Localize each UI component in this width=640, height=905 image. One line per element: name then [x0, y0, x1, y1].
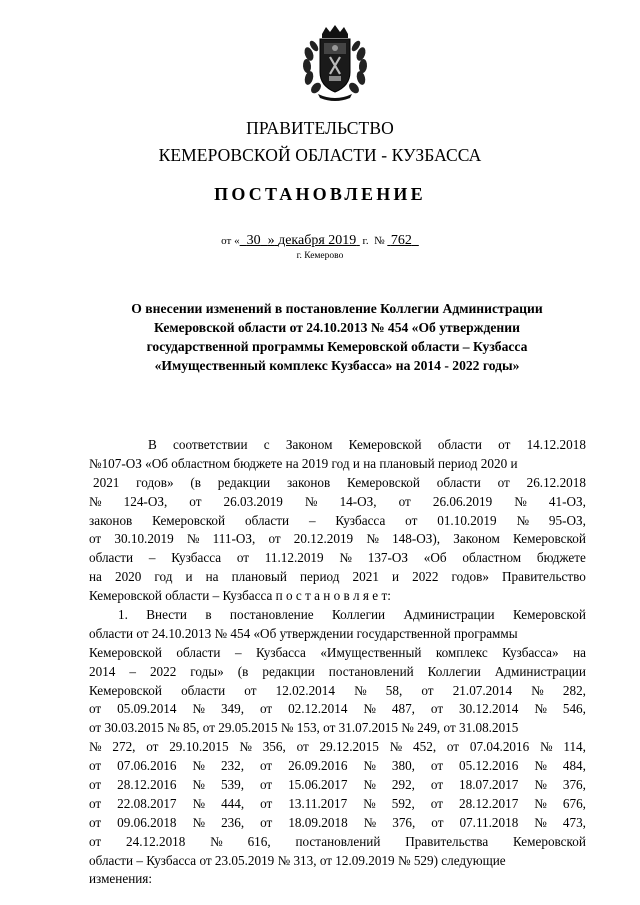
body-word: 539, — [220, 777, 245, 793]
title-line: государственной программы Кемеровской области – Кузбасса — [146, 339, 528, 354]
body-word: от — [89, 758, 102, 774]
body-word: № — [89, 493, 102, 509]
body-word: Администрации — [494, 663, 586, 679]
body-word: Кемеровской — [152, 512, 226, 528]
body-word: от — [89, 777, 102, 793]
body-word: области — [176, 644, 221, 660]
coat-of-arms-icon — [300, 24, 370, 102]
body-word: № — [354, 682, 367, 698]
body-word: от — [430, 758, 444, 774]
body-word: 1. — [118, 607, 128, 623]
body-word: 444, — [221, 795, 245, 811]
body-word: области — [89, 550, 134, 566]
body-word: 11.12.2019 — [264, 550, 324, 566]
government-name-line1: ПРАВИТЕЛЬСТВО — [246, 118, 394, 138]
body-word: области от 24.10.2013 № 454 «Об утверждении государственной программы — [89, 625, 518, 641]
body-word: 30.12.2014 — [459, 701, 519, 717]
body-word: от — [296, 739, 309, 755]
body-word: (в — [237, 663, 249, 679]
body-word: от — [244, 682, 257, 698]
body-word: от — [405, 512, 418, 528]
body-word: «Имущественный — [320, 644, 422, 660]
body-word: 380, — [391, 758, 415, 774]
body-word: Кемеровской — [348, 437, 422, 452]
body-line — [89, 700, 586, 719]
body-word: №107-ОЗ «Об областном бюджете на 2019 год и на плановый период 2020 и — [89, 455, 518, 471]
body-line — [89, 833, 586, 852]
body-word: от — [259, 777, 273, 793]
body-word: от — [89, 531, 102, 547]
body-word: 05.12.2016 — [459, 758, 519, 774]
body-word: № — [239, 739, 252, 755]
body-word: 24.12.2018 — [126, 833, 186, 849]
body-line — [89, 568, 586, 587]
body-word: № — [192, 795, 206, 811]
body-word: № — [192, 701, 205, 717]
body-word: законов — [89, 512, 133, 528]
body-word: период — [299, 569, 340, 585]
body-word: 2022 — [149, 663, 177, 679]
body-word: № — [534, 795, 547, 811]
body-word: № — [192, 758, 205, 774]
body-word: № — [539, 739, 553, 755]
body-word: № — [534, 758, 547, 774]
body-line — [89, 852, 586, 871]
date-day: 30 — [246, 233, 261, 248]
body-line — [89, 795, 586, 814]
body-word: 487, — [391, 701, 415, 717]
body-word: 41-ОЗ, — [548, 493, 586, 509]
body-word: от — [236, 550, 250, 566]
body-word: 282, — [562, 682, 586, 698]
body-word: 546, — [562, 701, 586, 717]
body-word: от 30.03.2015 № 85, от 29.05.2015 № 153, от 31.07.2015 № 249, от 31.08.2015 — [89, 720, 519, 736]
body-word: области – Кузбасса от 23.05.2019 № 313, от 12.09.2019 № 529) следующие — [89, 852, 506, 868]
title-line: Кемеровской области от 24.10.2013 № 454 «Об утверждении — [154, 320, 520, 335]
date-g: г. — [362, 235, 369, 247]
body-word: 29.12.2015 — [319, 739, 379, 755]
body-word: 18.07.2017 — [459, 777, 519, 793]
body-word: на — [573, 644, 586, 660]
body-word: комплекс — [435, 644, 488, 660]
body-word: № — [186, 531, 200, 547]
body-word: год — [154, 569, 173, 585]
body-line — [89, 814, 586, 833]
body-word: Кузбасса» — [502, 644, 559, 660]
body-word: № — [389, 739, 403, 755]
body-word: № — [363, 814, 377, 830]
body-word: 26.03.2019 — [223, 493, 283, 509]
body-word: 2021 — [352, 569, 379, 585]
body-word: № — [210, 833, 223, 849]
body-line — [89, 663, 586, 682]
body-word: № — [531, 682, 544, 698]
body-word: постановление — [229, 607, 314, 623]
body-line — [89, 436, 586, 455]
body-word: 124-ОЗ, — [123, 493, 168, 509]
body-word: № — [339, 550, 352, 566]
body-word: от — [260, 795, 273, 811]
body-word: от — [497, 474, 510, 490]
body-word: Кемеровской — [89, 682, 162, 698]
document-type-heading: ПОСТАНОВЛЕНИЕ — [214, 184, 426, 204]
body-word: и — [391, 569, 400, 585]
body-word: Кемеровской — [89, 644, 162, 660]
body-word: 20.12.2019 — [293, 531, 354, 547]
body-word: 376, — [392, 814, 416, 830]
body-word: Кузбасса — [335, 512, 386, 528]
body-word: № — [192, 814, 206, 830]
body-word: – — [148, 550, 156, 566]
document-city: г. Кемерово — [296, 251, 344, 261]
body-word: области — [436, 474, 481, 490]
body-word: Правительства — [405, 833, 489, 849]
body-word: № — [363, 758, 376, 774]
document-body — [89, 436, 586, 889]
date-month-year: декабря 2019 — [278, 233, 357, 248]
body-line — [89, 738, 586, 757]
body-word: 28.12.2016 — [117, 777, 177, 793]
government-name-line2: КЕМЕРОВСКОЙ ОБЛАСТИ - КУЗБАССА — [158, 145, 482, 165]
body-line — [89, 530, 586, 549]
body-word: 28.12.2017 — [458, 795, 519, 811]
body-word: 473, — [562, 814, 586, 830]
body-word: области — [244, 512, 290, 528]
body-line — [89, 719, 586, 738]
body-word: № — [304, 493, 318, 509]
body-word: 616, — [247, 833, 271, 849]
body-word: 21.07.2014 — [452, 682, 513, 698]
body-word: Правительство — [502, 569, 586, 585]
body-word: 18.09.2018 — [288, 814, 348, 830]
body-line — [89, 512, 586, 531]
body-word: № — [363, 777, 376, 793]
body-word: 07.04.2016 — [469, 739, 530, 755]
body-word: соответствии — [173, 437, 248, 452]
body-word: 137-ОЗ — [367, 550, 409, 566]
body-word: 26.09.2016 — [288, 758, 348, 774]
body-word: области — [181, 682, 226, 698]
body-word: 452, — [413, 739, 437, 755]
body-word: от — [498, 437, 511, 452]
body-line — [89, 625, 586, 644]
body-word: областном — [462, 550, 522, 566]
body-word: 148-ОЗ), — [392, 531, 441, 547]
body-word: от — [89, 701, 102, 717]
body-line — [89, 644, 586, 663]
body-word: редакции — [262, 663, 315, 679]
body-word: 484, — [562, 758, 586, 774]
body-word: № — [363, 701, 376, 717]
number-sign: № — [374, 235, 385, 247]
body-word: № — [534, 701, 547, 717]
body-word: от — [431, 814, 444, 830]
title-line: «Имущественный комплекс Кузбасса» на 2014 - 2022 годы» — [154, 358, 520, 373]
body-word: 2022 — [412, 569, 439, 585]
body-word: годов» — [136, 474, 174, 490]
date-prefix: от « — [221, 235, 240, 247]
body-word: 14.12.2018 — [526, 437, 586, 452]
body-word: 14-ОЗ, — [339, 493, 377, 509]
body-line — [89, 757, 586, 776]
body-word: от — [259, 701, 273, 717]
body-word: 15.06.2017 — [288, 777, 348, 793]
body-word: № — [516, 512, 530, 528]
body-word: 95-ОЗ, — [548, 512, 586, 528]
body-word: от — [259, 758, 273, 774]
body-word: от — [398, 493, 411, 509]
body-line — [89, 587, 586, 606]
body-word: 07.06.2016 — [117, 758, 177, 774]
body-word: 29.10.2015 — [169, 739, 229, 755]
body-word: Коллегии — [332, 607, 386, 623]
body-word: № — [363, 795, 376, 811]
body-word: Кузбасса — [255, 644, 306, 660]
body-word: от — [446, 739, 460, 755]
body-word: 236, — [221, 814, 245, 830]
body-word: от — [268, 531, 281, 547]
body-word: (в — [190, 474, 201, 490]
body-word: 01.10.2019 — [437, 512, 497, 528]
body-word: от — [89, 833, 102, 849]
body-word: 676, — [562, 795, 586, 811]
body-line — [89, 549, 586, 568]
body-word: от — [89, 814, 102, 830]
body-line — [89, 474, 586, 493]
body-word: 272, — [112, 739, 136, 755]
body-word: области — [437, 437, 482, 452]
body-word: Внести — [146, 607, 187, 623]
body-word: 22.08.2017 — [117, 795, 177, 811]
body-word: Кемеровской — [513, 833, 586, 849]
body-line — [89, 870, 586, 889]
body-word: 349, — [220, 701, 245, 717]
body-word: 26.12.2018 — [526, 474, 586, 490]
body-word: от — [89, 795, 102, 811]
body-word: № — [534, 814, 547, 830]
body-line — [89, 493, 586, 512]
body-line — [89, 682, 586, 701]
body-word: – — [234, 644, 242, 660]
body-word: № — [366, 531, 379, 547]
body-word: 292, — [391, 777, 415, 793]
body-word: № — [89, 739, 102, 755]
body-word: от — [189, 493, 202, 509]
body-word: 09.06.2018 — [117, 814, 177, 830]
body-word: от — [430, 795, 443, 811]
body-word: в — [205, 607, 212, 623]
title-line: О внесении изменений в постановление Коллегии Администрации — [131, 301, 543, 316]
body-word: годов» — [451, 569, 489, 585]
body-line — [89, 455, 586, 474]
body-word: 02.12.2014 — [288, 701, 348, 717]
body-word: от — [421, 682, 434, 698]
body-word: с — [263, 437, 270, 452]
document-date-line — [0, 234, 640, 248]
body-word: 05.09.2014 — [117, 701, 177, 717]
date-sep: » — [267, 233, 275, 248]
body-word: изменения: — [89, 871, 153, 887]
body-word: от — [430, 701, 444, 717]
body-word: Законом — [285, 437, 333, 452]
body-word: 30.10.2019 — [114, 531, 174, 547]
body-word: 111-ОЗ, — [212, 531, 256, 547]
body-word: 58, — [385, 682, 403, 698]
body-word: Законом — [453, 531, 500, 547]
body-word: 12.02.2014 — [275, 682, 335, 698]
body-word: законов — [286, 474, 331, 490]
body-word: № — [534, 777, 547, 793]
body-word: 2020 — [114, 569, 142, 585]
body-word: № — [192, 777, 205, 793]
body-word: редакции — [217, 474, 271, 490]
body-word: 376, — [562, 777, 586, 793]
body-word: бюджете — [536, 550, 586, 566]
body-word: годы» — [190, 663, 224, 679]
body-word: плановый — [231, 569, 287, 585]
body-word: Кемеровской области – Кузбасса п о с т а н о в л я е т: — [89, 588, 391, 604]
body-word: от — [260, 814, 273, 830]
body-word: 232, — [220, 758, 245, 774]
body-word: 114, — [563, 739, 586, 755]
body-word: 592, — [391, 795, 415, 811]
body-word: постановлений — [295, 833, 381, 849]
body-word: постановлений — [328, 663, 414, 679]
body-line — [89, 606, 586, 625]
body-word: от — [430, 777, 444, 793]
body-word: 2021 — [93, 474, 120, 490]
body-word: 07.11.2018 — [459, 814, 519, 830]
body-line — [89, 776, 586, 795]
body-word: Кузбасса — [171, 550, 222, 566]
body-word: 13.11.2017 — [288, 795, 348, 811]
body-word: на — [89, 569, 102, 585]
body-word: – — [308, 512, 316, 528]
body-word: и — [185, 569, 193, 585]
body-word: Кемеровской — [512, 531, 586, 547]
body-word: – — [129, 663, 136, 679]
body-word: Коллегии — [427, 663, 481, 679]
body-word: В — [148, 437, 157, 452]
body-word: на — [205, 569, 219, 585]
body-word: 26.06.2019 — [432, 493, 493, 509]
body-word: «Об — [423, 550, 447, 566]
body-word: 2014 — [89, 663, 116, 679]
document-title — [92, 299, 582, 375]
body-word: Кемеровской — [512, 607, 586, 623]
body-word: 356, — [262, 739, 286, 755]
body-word: Администрации — [403, 607, 495, 623]
body-word: № — [514, 493, 527, 509]
document-number: 762 — [390, 233, 412, 248]
body-word: от — [146, 739, 159, 755]
body-word: Кемеровской — [347, 474, 420, 490]
